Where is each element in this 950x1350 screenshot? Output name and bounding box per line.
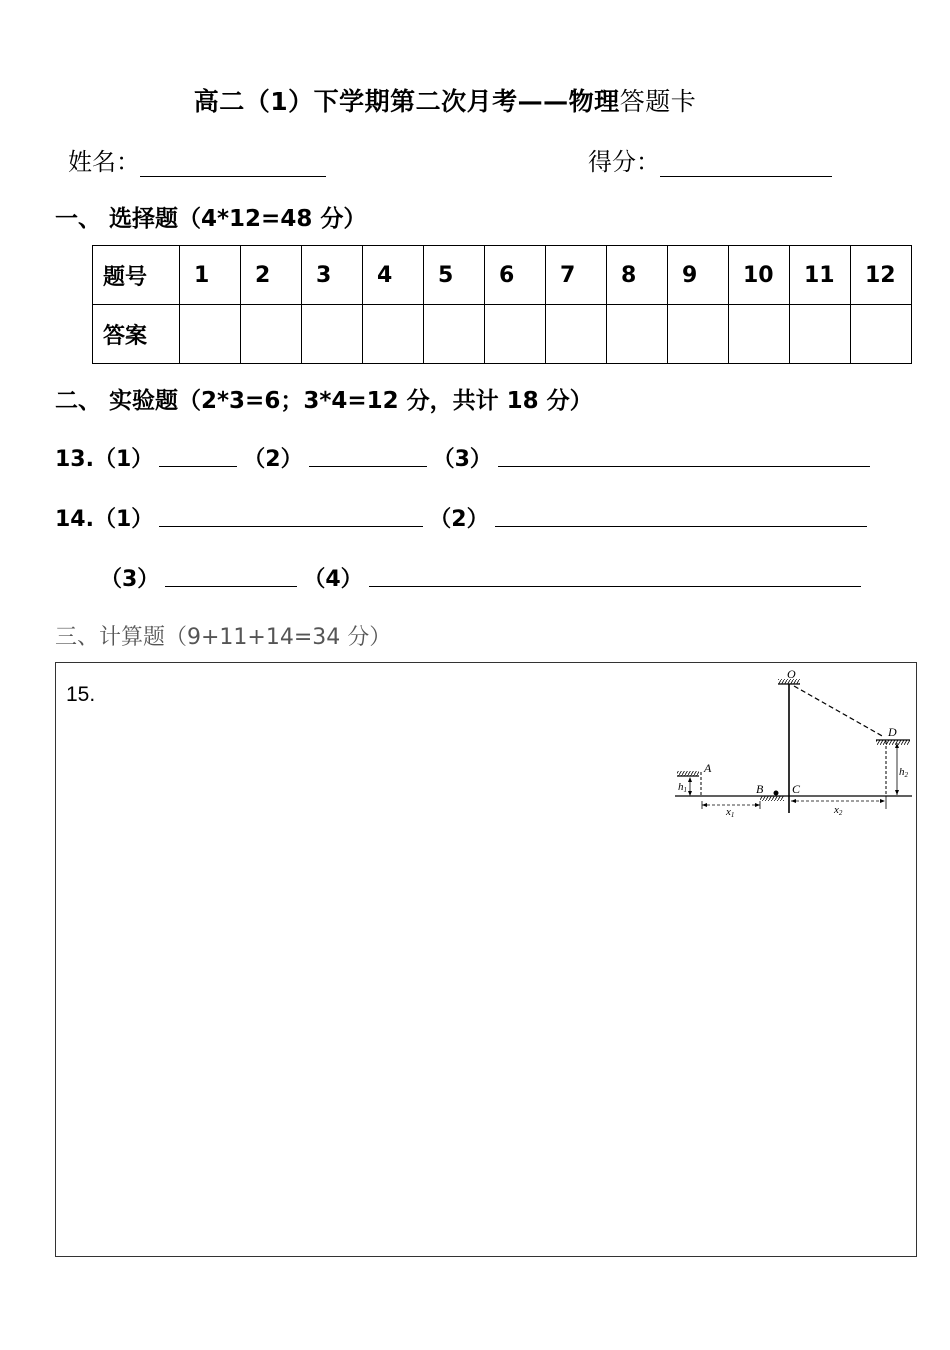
answer-cell[interactable] — [424, 305, 485, 364]
label-d: D — [888, 725, 897, 739]
q14-blank-3[interactable] — [165, 562, 297, 587]
q14-blank-2[interactable] — [495, 502, 867, 527]
q14-number: 14. — [55, 507, 94, 532]
answer-cell[interactable] — [546, 305, 607, 364]
question-number: 10 — [729, 246, 790, 305]
title-suffix: 答题卡 — [619, 87, 697, 116]
score-label: 得分： — [588, 148, 660, 176]
question-number: 5 — [424, 246, 485, 305]
support-b — [760, 796, 784, 801]
score-field — [588, 142, 832, 177]
ball-b — [774, 791, 779, 796]
question-number: 9 — [668, 246, 729, 305]
q15-number: 15. — [66, 683, 96, 706]
label-c: C — [792, 782, 801, 796]
question-number: 3 — [302, 246, 363, 305]
label-o: O — [787, 667, 796, 681]
answer-cell[interactable] — [302, 305, 363, 364]
answer-cell[interactable] — [851, 305, 912, 364]
q14-blank-1[interactable] — [159, 502, 423, 527]
answer-label: 答案 — [93, 305, 180, 364]
label-x1: x1 — [726, 806, 735, 819]
answer-cell[interactable] — [668, 305, 729, 364]
question-number: 6 — [485, 246, 546, 305]
label-a: A — [704, 761, 712, 775]
question-number: 4 — [363, 246, 424, 305]
label-h2: h2 — [899, 766, 908, 779]
q13-part-label: （2） — [243, 447, 303, 472]
q13-part-label: （3） — [432, 447, 492, 472]
answer-cell[interactable] — [485, 305, 546, 364]
question-13-row — [55, 442, 876, 473]
q13-part-label: （1） — [93, 447, 154, 472]
question-number: 8 — [607, 246, 668, 305]
name-label: 姓名： — [68, 148, 140, 176]
support-a — [677, 771, 699, 776]
section-3-heading: 三、计算题（9+11+14=34 分） — [55, 625, 392, 650]
support-d — [876, 740, 910, 745]
q13-number: 13. — [55, 447, 94, 472]
score-blank[interactable] — [660, 150, 832, 177]
q13-blank-1[interactable] — [159, 442, 237, 467]
section-2-heading: 二、 实验题（2*3=6；3*4=12 分，共计 18 分） — [55, 388, 593, 414]
label-h1: h1 — [678, 781, 687, 794]
name-field — [68, 142, 326, 177]
label-b: B — [756, 782, 764, 796]
q14-part-label: （4） — [303, 567, 363, 592]
question-number: 12 — [851, 246, 912, 305]
title-main: 高二（1）下学期第二次月考——物理 — [193, 87, 620, 116]
answer-cell[interactable] — [729, 305, 790, 364]
q14-part-label: （1） — [93, 507, 154, 532]
question-14-row — [55, 502, 873, 533]
q14-part-label: （2） — [429, 507, 489, 532]
table-row-numbers — [93, 246, 912, 305]
q14-blank-4[interactable] — [369, 562, 861, 587]
q13-blank-3[interactable] — [498, 442, 870, 467]
answer-cell[interactable] — [363, 305, 424, 364]
row-label: 题号 — [93, 246, 180, 305]
section-1-heading: 一、 选择题（4*12=48 分） — [55, 206, 367, 232]
label-x2: x2 — [834, 804, 843, 817]
answer-table — [92, 245, 912, 364]
answer-cell[interactable] — [180, 305, 241, 364]
answer-cell[interactable] — [790, 305, 851, 364]
name-blank[interactable] — [140, 150, 326, 177]
dashed-od — [794, 686, 884, 737]
question-number: 11 — [790, 246, 851, 305]
question-number: 2 — [241, 246, 302, 305]
q13-blank-2[interactable] — [309, 442, 427, 467]
question-number: 7 — [546, 246, 607, 305]
question-14-row-2 — [100, 562, 867, 593]
question-number: 1 — [180, 246, 241, 305]
q14-part-label: （3） — [100, 567, 160, 592]
answer-cell[interactable] — [607, 305, 668, 364]
answer-cell[interactable] — [241, 305, 302, 364]
table-row-answers — [93, 305, 912, 364]
physics-diagram — [670, 665, 915, 825]
page-title — [0, 82, 890, 118]
